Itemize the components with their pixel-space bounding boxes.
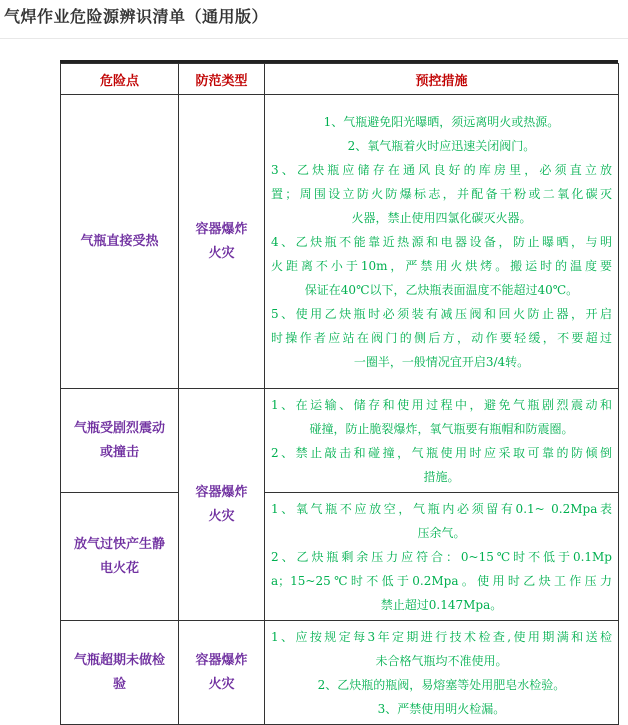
measure-line: 3、严禁使用明火检漏。 bbox=[377, 701, 506, 716]
measure-line: 火器，禁止使用四氯化碳灭火器。 bbox=[351, 210, 532, 225]
hazard-cell bbox=[61, 621, 179, 725]
measure-line: 禁止超过0.147Mpa。 bbox=[380, 597, 503, 612]
measures-cell bbox=[265, 621, 619, 725]
table-row bbox=[61, 389, 619, 493]
header-measures: 预控措施 bbox=[265, 64, 619, 95]
header-type: 防范类型 bbox=[179, 64, 265, 95]
prevention-type-text: 容器爆炸 bbox=[195, 221, 248, 237]
table-row bbox=[61, 95, 619, 389]
measure-line: 保证在40℃以下，乙炔瓶表面温度不能超过40℃。 bbox=[304, 282, 579, 297]
prevention-type-cell bbox=[179, 389, 265, 621]
measure-line: 4、乙炔瓶不能靠近热源和电器设备，防止曝晒，与明 bbox=[271, 234, 612, 249]
measures-cell bbox=[265, 389, 619, 493]
measure-line: 1、氧气瓶不应放空，气瓶内必须留有0.1~ 0.2Mpa表 bbox=[271, 501, 612, 516]
measure-line: 2、乙炔瓶的瓶阀，易熔塞等处用肥皂水检验。 bbox=[317, 677, 566, 692]
measure-line: 2、氧气瓶着火时应迅速关闭阀门。 bbox=[347, 138, 536, 153]
prevention-type-text: 容器爆炸 bbox=[195, 484, 248, 500]
measure-line: 时操作者应站在阀门的侧后方，动作要轻缓，不要超过 bbox=[271, 330, 612, 345]
measures-cell bbox=[265, 493, 619, 621]
hazard-text: 放气过快产生静 bbox=[73, 536, 165, 552]
table-row bbox=[61, 621, 619, 725]
measure-line: 1、气瓶避免阳光曝晒，须远离明火或热源。 bbox=[323, 114, 560, 129]
measures-cell bbox=[265, 95, 619, 389]
title-divider bbox=[0, 38, 628, 39]
measure-line: 1、在运输、储存和使用过程中，避免气瓶剧烈震动和 bbox=[271, 397, 612, 412]
measure-line: 碰撞，防止脆裂爆炸，氧气瓶要有瓶帽和防震圈。 bbox=[309, 421, 574, 436]
hazard-text: 气瓶受剧烈震动 bbox=[73, 420, 165, 436]
prevention-type-text: 火灾 bbox=[208, 508, 235, 524]
table-header-row bbox=[61, 64, 619, 95]
hazard-text: 验 bbox=[112, 676, 126, 692]
prevention-type-text: 火灾 bbox=[208, 245, 235, 261]
page-title: 气焊作业危险源辨识清单（通用版） bbox=[4, 7, 269, 26]
measure-line: 火距离不小于10m，严禁用火烘烤。搬运时的温度要 bbox=[271, 258, 612, 273]
measure-line: 一圈半，一般情况宜开启3/4转。 bbox=[353, 354, 530, 369]
measure-line: a；15~25℃时不低于0.2Mpa。使用时乙炔工作压力 bbox=[271, 573, 612, 588]
prevention-type-cell bbox=[179, 95, 265, 389]
measure-line: 3、乙炔瓶应储存在通风良好的库房里，必须直立放 bbox=[271, 162, 612, 177]
measure-line: 2、乙炔瓶剩余压力应符合：0~15℃时不低于0.1Mp bbox=[271, 549, 612, 564]
hazard-text: 电火花 bbox=[99, 560, 139, 576]
hazard-cell bbox=[61, 493, 179, 621]
hazard-cell bbox=[61, 95, 179, 389]
prevention-type-cell bbox=[179, 621, 265, 725]
hazard-text: 或撞击 bbox=[99, 444, 139, 460]
table-row bbox=[61, 493, 619, 621]
hazard-text: 气瓶直接受热 bbox=[80, 233, 159, 249]
measure-line: 5、使用乙炔瓶时必须装有减压阀和回火防止器，开启 bbox=[271, 306, 612, 321]
hazard-cell bbox=[61, 389, 179, 493]
hazard-table-container bbox=[60, 60, 618, 725]
hazard-text: 气瓶超期未做检 bbox=[73, 652, 165, 668]
measure-line: 措施。 bbox=[423, 469, 460, 484]
prevention-type-text: 火灾 bbox=[208, 676, 235, 692]
hazard-table bbox=[60, 63, 619, 725]
measure-line: 压余气。 bbox=[417, 525, 466, 540]
prevention-type-text: 容器爆炸 bbox=[195, 652, 248, 668]
measure-line: 2、禁止敲击和碰撞，气瓶使用时应采取可靠的防倾倒 bbox=[271, 445, 612, 460]
measure-line: 1、应按规定每3年定期进行技术检查,使用期满和送检 bbox=[271, 629, 612, 644]
measure-line: 置；周围设立防火防爆标志，并配备干粉或二氧化碳灭 bbox=[271, 186, 612, 201]
header-hazard: 危险点 bbox=[61, 64, 179, 95]
measure-line: 未合格气瓶均不准使用。 bbox=[375, 653, 508, 668]
